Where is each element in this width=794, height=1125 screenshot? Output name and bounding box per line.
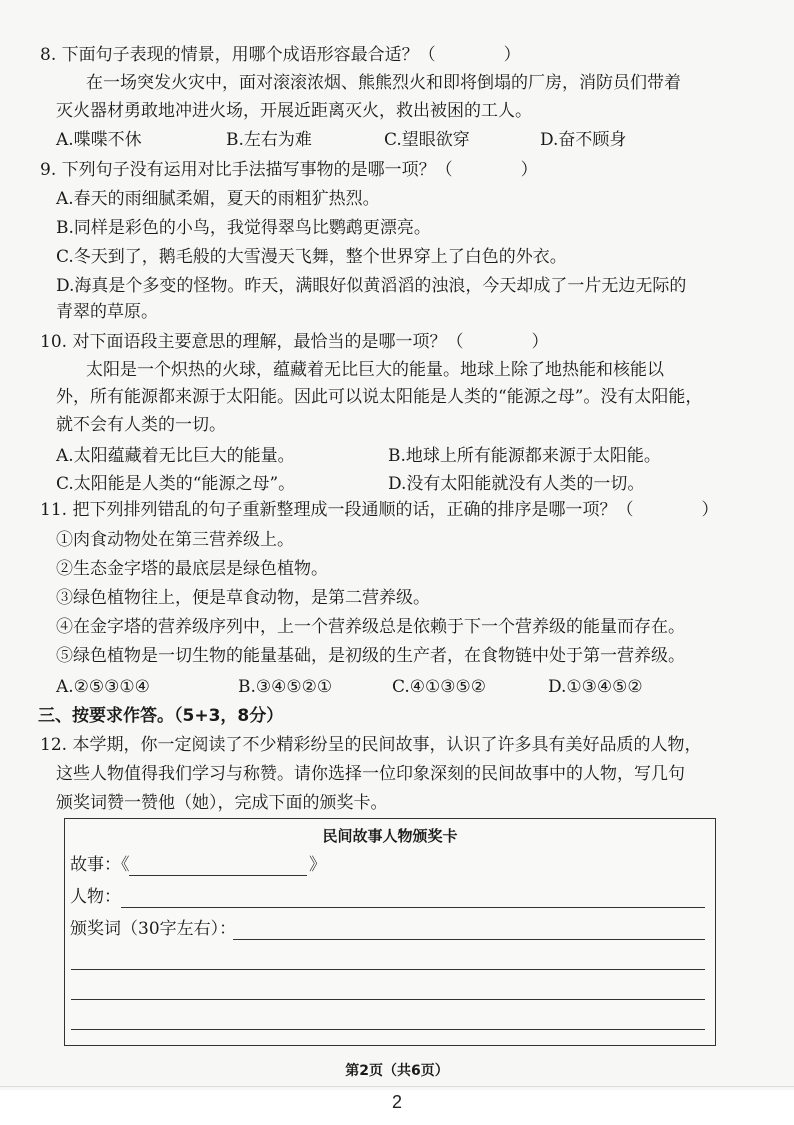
q9-option-b: B.同样是彩色的小鸟，我觉得翠鸟比鹦鹉更漂亮。 [56, 218, 431, 238]
q9-option-d-line-2: 青翠的草原。 [56, 302, 158, 322]
q9-option-a: A.春天的雨细腻柔媚，夏天的雨粗犷热烈。 [56, 189, 380, 209]
q10-option-c: C.太阳能是人类的“能源之母”。 [56, 474, 296, 494]
q11-stem: 11. 把下列排列错乱的句子重新整理成一段通顺的话，正确的排序是哪一项？（ ） [40, 500, 719, 520]
award-words-label: 颁奖词（30字左右）： [70, 919, 237, 939]
award-card [64, 818, 716, 1046]
award-words-blank-1[interactable] [233, 939, 705, 940]
q9-option-c: C.冬天到了，鹅毛般的大雪漫天飞舞，整个世界穿上了白色的外衣。 [56, 247, 567, 267]
q12-line-1: 12. 本学期，你一定阅读了不少精彩纷呈的民间故事，认识了许多具有美好品质的人物， [40, 735, 702, 755]
q11-sentence-4: ④在金字塔的营养级序列中，上一个营养级总是依赖于下一个营养级的能量而存在。 [56, 617, 685, 637]
person-blank[interactable] [121, 907, 705, 908]
q11-sentence-3: ③绿色植物往上，便是草食动物，是第二营养级。 [56, 588, 430, 608]
story-blank[interactable] [129, 875, 307, 876]
q9-stem: 9. 下列句子没有运用对比手法描写事物的是哪一项？（ ） [40, 160, 538, 180]
q8-option-c: C.望眼欲穿 [384, 130, 470, 150]
q8-passage-line-1: 在一场突发火灾中，面对滚滚浓烟、熊熊烈火和即将倒塌的厂房，消防员们带着 [86, 73, 681, 93]
q8-stem: 8. 下面句子表现的情景，用哪个成语形容最合适？（ ） [40, 45, 521, 65]
q8-option-b: B.左右为难 [226, 130, 312, 150]
q10-passage-line-2: 外，所有能源都来源于太阳能。因此可以说太阳能是人类的“能源之母”。没有太阳能， [56, 387, 703, 407]
q10-option-d: D.没有太阳能就没有人类的一切。 [388, 474, 645, 494]
q12-line-2: 这些人物值得我们学习与称赞。请你选择一位印象深刻的民间故事中的人物，写几句 [56, 764, 685, 784]
award-words-blank-2[interactable] [71, 969, 705, 970]
section-3-heading: 三、按要求作答。（5+3，8分） [38, 706, 284, 726]
q10-option-b: B.地球上所有能源都来源于太阳能。 [388, 446, 661, 466]
award-words-blank-3[interactable] [71, 999, 705, 1000]
q8-passage-line-2: 灭火器材勇敢地冲进火场，开展近距离灭火，救出被困的工人。 [56, 101, 532, 121]
q8-option-d: D.奋不顾身 [540, 130, 627, 150]
q12-line-3: 颁奖词赞一赞他（她），完成下面的颁奖卡。 [56, 793, 388, 813]
q10-passage-line-3: 就不会有人类的一切。 [56, 415, 226, 435]
story-label: 故事：《 [70, 855, 130, 875]
q11-sentence-2: ②生态金字塔的最底层是绿色植物。 [56, 559, 328, 579]
q10-option-a: A.太阳蕴藏着无比巨大的能量。 [56, 446, 295, 466]
award-words-blank-4[interactable] [71, 1029, 705, 1030]
page-number: 2 [391, 1092, 402, 1112]
page-footer: 第2页（共6页） [345, 1063, 449, 1079]
q10-stem: 10. 对下面语段主要意思的理解，最恰当的是哪一项？（ ） [40, 332, 549, 352]
q11-option-a: A.②⑤③①④ [56, 677, 150, 697]
award-card-title: 民间故事人物颁奖卡 [322, 827, 458, 845]
q11-option-b: B.③④⑤②① [238, 677, 333, 697]
page-divider [0, 1086, 794, 1087]
q11-option-c: C.④①③⑤② [392, 677, 487, 697]
q8-option-a: A.喋喋不休 [56, 130, 142, 150]
q10-passage-line-1: 太阳是一个炽热的火球，蕴藏着无比巨大的能量。地球上除了地热能和核能以 [86, 360, 664, 380]
q11-sentence-1: ①肉食动物处在第三营养级上。 [56, 530, 294, 550]
q11-sentence-5: ⑤绿色植物是一切生物的能量基础，是初级的生产者，在食物链中处于第一营养级。 [56, 646, 685, 666]
q9-option-d-line-1: D.海真是个多变的怪物。昨天，满眼好似黄滔滔的浊浪，今天却成了一片无边无际的 [56, 276, 687, 296]
person-label: 人物： [70, 887, 121, 907]
q11-option-d: D.①③④⑤② [548, 677, 643, 697]
story-close-bracket: 》 [309, 855, 326, 875]
